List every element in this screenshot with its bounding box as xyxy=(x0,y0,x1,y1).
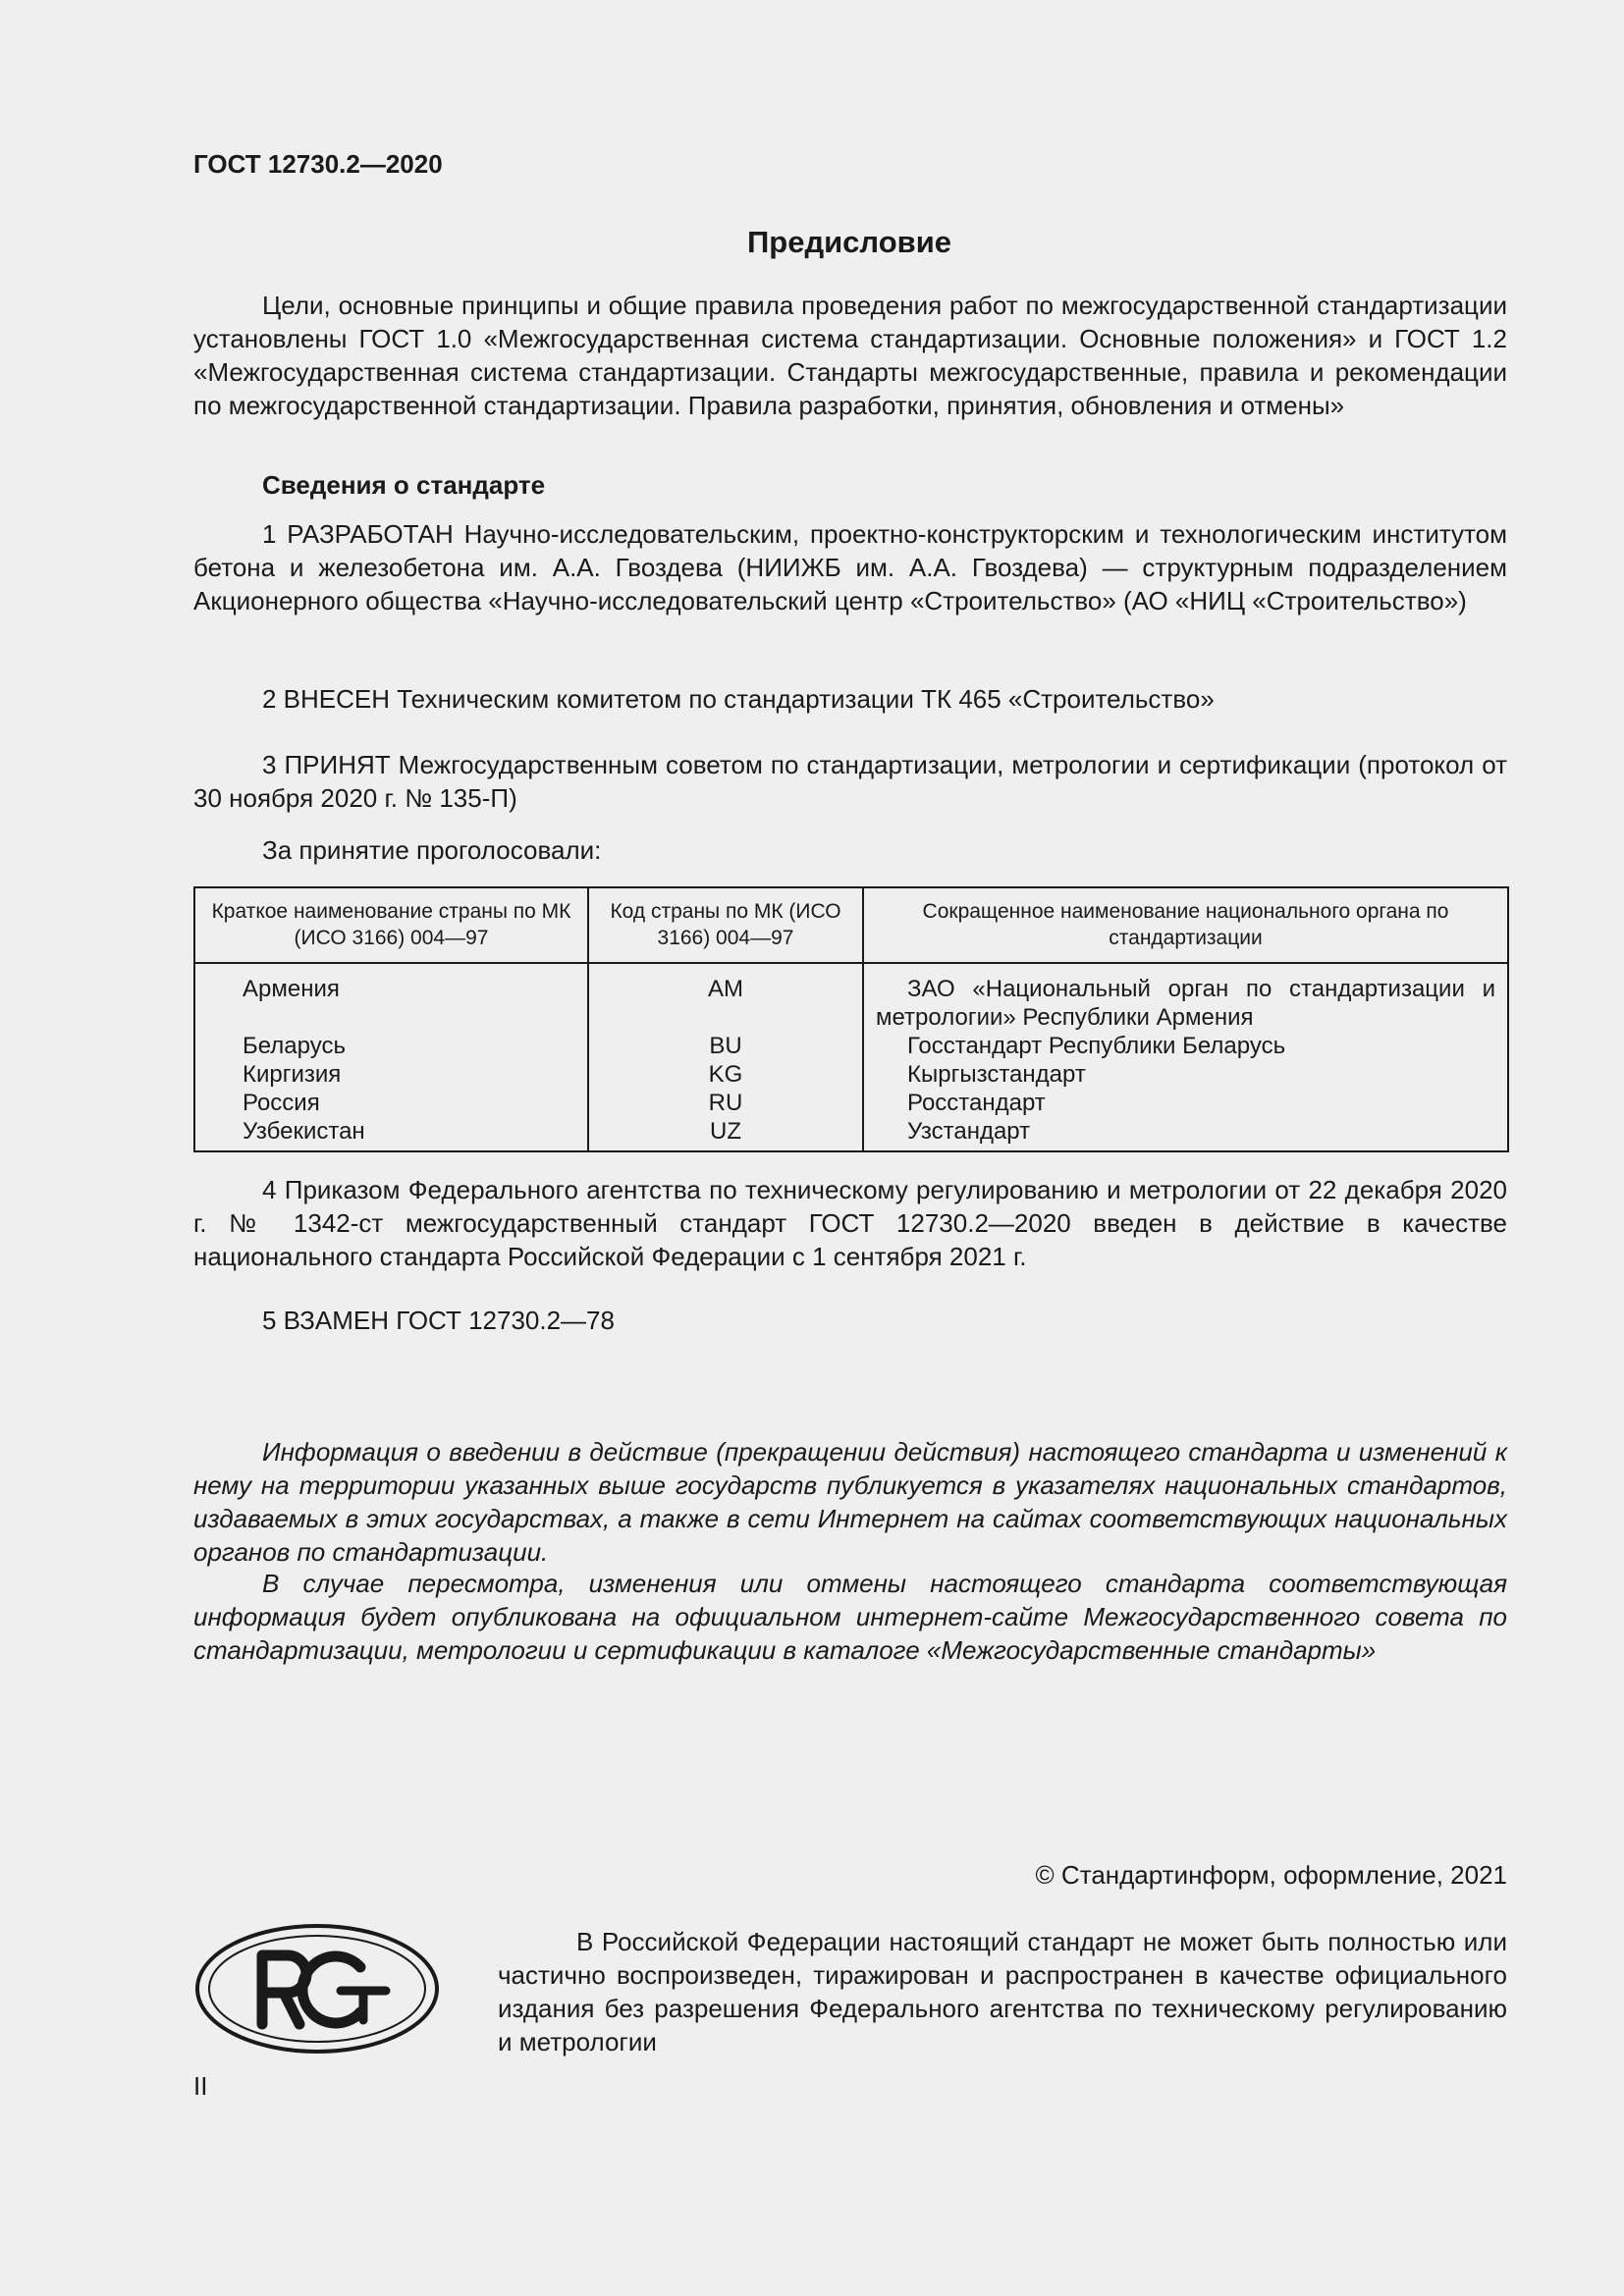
item-adopted: 3 ПРИНЯТ Межгосударственным советом по стандартизации, метрологии и сертификации (протокол от 30 ноября 2020 г. № 135-П) xyxy=(193,750,1507,813)
country-code: AM xyxy=(588,963,863,1032)
item-developed: 1 РАЗРАБОТАН Научно-исследовательским, проектно-конструкторским и технологическим институтом бетона и железобетона им. А.А. Гвоздева (НИИЖБ им. А.А. Гвоздева) — структурным подразделением Акционерного общества «Научно-исследовательский центр «Строительство» (АО «НИЦ «Строительство») xyxy=(193,519,1507,615)
table-row xyxy=(194,1060,1508,1089)
table-row xyxy=(194,963,1508,1032)
table-row xyxy=(194,1089,1508,1117)
header-country-name: Краткое наименование страны по МК (ИСО 3166) 004—97 xyxy=(194,887,588,963)
country-name: Узбекистан xyxy=(194,1117,588,1151)
country-name: Киргизия xyxy=(194,1060,588,1089)
header-country-code: Код страны по МК (ИСО 3166) 004—97 xyxy=(588,887,863,963)
header-standards-body: Сокращенное наименование национального органа по стандартизации xyxy=(863,887,1508,963)
page-number: II xyxy=(193,2071,208,2101)
table-header-row xyxy=(194,887,1508,963)
rst-logo-icon xyxy=(193,1922,441,2056)
copyright-notice: © Стандартинформ, оформление, 2021 xyxy=(1035,1860,1507,1890)
voting-countries-table xyxy=(193,886,1509,1152)
info-paragraph-revision: В случае пересмотра, изменения или отмены настоящего стандарта соответствующая информация будет опубликована на официальном интернет-сайте Межгосударственного совета по стандартизации, метрологии и сертификации в каталоге «Межгосударственные стандарты» xyxy=(193,1569,1507,1665)
country-code: KG xyxy=(588,1060,863,1089)
info-paragraph-publication: Информация о введении в действие (прекращении действия) настоящего стандарта и изменений к нему на территории указанных выше государств публикуется в указателях национальных стандартов, издаваемых в этих государствах, а также в сети Интернет на сайтах соответствующих национальных органов по стандартизации. xyxy=(193,1437,1507,1567)
country-name: Россия xyxy=(194,1089,588,1117)
country-code: RU xyxy=(588,1089,863,1117)
standards-body: Кыргызстандарт xyxy=(863,1060,1508,1089)
info-heading: Сведения о стандарте xyxy=(262,470,546,500)
table-row xyxy=(194,1032,1508,1060)
rst-certification-logo xyxy=(193,1922,441,2063)
country-code: UZ xyxy=(588,1117,863,1151)
voted-label: За принятие проголосовали: xyxy=(262,835,602,865)
standards-body: Росстандарт xyxy=(863,1089,1508,1117)
standards-body: Узстандарт xyxy=(863,1117,1508,1151)
item-introduced: 2 ВНЕСЕН Техническим комитетом по стандартизации ТК 465 «Строительство» xyxy=(262,684,1215,714)
reproduction-note: В Российской Федерации настоящий стандарт не может быть полностью или частично воспроизведен, тиражирован и распространен в качестве официального издания без разрешения Федерального агентства по техническому регулированию и метрологии xyxy=(498,1927,1507,2056)
document-code: ГОСТ 12730.2—2020 xyxy=(193,149,443,179)
page-title: Предисловие xyxy=(746,225,951,259)
standards-body: Госстандарт Республики Беларусь xyxy=(863,1032,1508,1060)
item-replaces: 5 ВЗАМЕН ГОСТ 12730.2—78 xyxy=(262,1306,615,1335)
country-name: Беларусь xyxy=(194,1032,588,1060)
item-order: 4 Приказом Федерального агентства по техническому регулированию и метрологии от 22 декабря 2020 г. № 1342-ст межгосударственный стандарт ГОСТ 12730.2—2020 введен в действие в качестве национального стандарта Российской Федерации с 1 сентября 2021 г. xyxy=(193,1175,1507,1271)
country-code: BU xyxy=(588,1032,863,1060)
standards-body: ЗАО «Национальный орган по стандартизации и метрологии» Республики Армения xyxy=(863,963,1508,1032)
table-row xyxy=(194,1117,1508,1151)
country-name: Армения xyxy=(194,963,588,1032)
intro-paragraph: Цели, основные принципы и общие правила проведения работ по межгосударственной стандартизации установлены ГОСТ 1.0 «Межгосударственная система стандартизации. Основные положения» и ГОСТ 1.2 «Межгосударственная система стандартизации. Стандарты межгосударственные, правила и рекомендации по межгосударственной стандартизации. Правила разработки, принятия, обновления и отмены» xyxy=(193,291,1507,420)
